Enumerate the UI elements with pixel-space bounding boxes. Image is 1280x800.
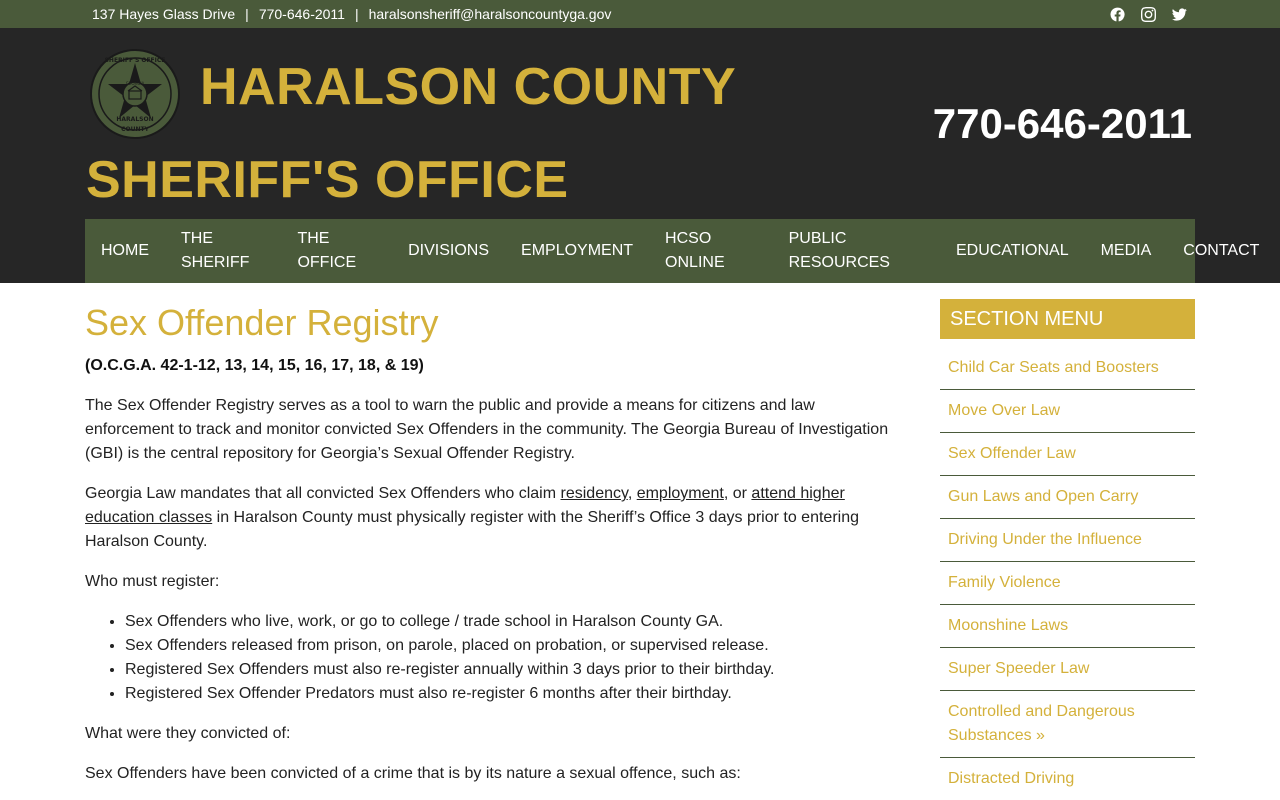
nav-educational-label: EDUCATIONAL [955,242,1069,259]
facebook-icon[interactable] [1109,6,1126,23]
nav-media-label: MEDIA [1100,242,1152,259]
menu-item-moonshine-laws[interactable]: Moonshine Laws [940,605,1195,648]
nav-label-line2: OFFICE [297,254,357,271]
top-bar [0,0,1280,28]
social-links [1109,6,1188,23]
menu-item-gun-laws[interactable]: Gun Laws and Open Carry [940,476,1195,519]
sheriff-seal-logo[interactable] [90,49,180,139]
site-title-line2[interactable]: SHERIFF'S OFFICE [86,151,569,209]
nav-contact[interactable] [1167,239,1275,263]
higher-education-link[interactable]: attend higher education classes [85,485,845,526]
nav-label-line1: HCSO [665,230,712,247]
list-item: • Sex Offenders who live, work, or go to college / trade school in Haralson County GA. [125,610,905,634]
header-phone[interactable]: 770-646-2011 [932,100,1192,147]
menu-item-controlled-substances[interactable]: Controlled and Dangerous Substances » [940,691,1195,758]
menu-item-family-violence[interactable]: Family Violence [940,562,1195,605]
menu-item-sex-offender-law[interactable]: Sex Offender Law [940,433,1195,476]
nav-label-line1: THE [181,230,213,247]
list-item: • Registered Sex Offender Predators must also re-register 6 months after their birthday. [125,682,905,706]
requirements-list [125,610,905,706]
page-title: Sex Offender Registry [85,302,439,343]
nav-divisions-label: DIVISIONS [408,242,490,259]
menu-item-distracted-driving[interactable]: Distracted Driving [940,758,1195,800]
law-text-comma: , [627,485,637,502]
main-content [85,300,905,800]
nav-home-label: HOME [101,242,149,259]
residency-link[interactable]: residency [560,485,628,502]
seal-base-text: COUNTY [121,126,149,133]
nav-the-office[interactable] [265,227,372,275]
top-contact-info [92,6,611,22]
menu-item-super-speeder[interactable]: Super Speeder Law [940,648,1195,691]
nav-divisions[interactable] [372,239,505,263]
instagram-icon[interactable] [1140,6,1157,23]
nav-public-resources[interactable] [741,227,906,275]
menu-item-child-car-seats[interactable]: Child Car Seats and Boosters [940,339,1195,390]
convicted-description: Sex Offenders have been convicted of a crime that is by its nature a sexual offence, such as: [85,765,741,782]
law-paragraph [85,482,905,554]
nav-label-line1: THE [297,230,330,247]
menu-item-move-over-law[interactable]: Move Over Law [940,390,1195,433]
site-header [0,28,1280,283]
twitter-icon[interactable] [1171,6,1188,23]
separator: | [245,6,249,22]
section-menu-heading: SECTION MENU [940,299,1195,339]
law-text-after: in Haralson County must physically register with the Sheriff’s Office 3 days prior to entering Haralson County. [85,509,859,550]
nav-media[interactable] [1085,239,1168,263]
who-must-register: Who must register: [85,573,220,590]
nav-label-line2: ONLINE [665,254,725,271]
ocga-reference: (O.C.G.A. 42-1-12, 13, 14, 15, 16, 17, 18, & 19) [85,357,424,374]
nav-label-line2: RESOURCES [788,254,890,271]
nav-employment[interactable] [505,239,649,263]
menu-item-dui[interactable]: Driving Under the Influence [940,519,1195,562]
what-convicted-heading: What were they convicted of: [85,725,291,742]
nav-contact-label: CONTACT [1183,242,1260,259]
list-item: • Registered Sex Offenders must also re-register annually within 3 days prior to their birthday. [125,658,905,682]
list-item: • Sex Offenders released from prison, on parole, placed on probation, or supervised release. [125,634,905,658]
nav-the-sheriff[interactable] [165,227,265,275]
seal-middle-text: GEORGIA [125,81,145,86]
nav-label-line1: PUBLIC [788,230,847,247]
main-nav [85,219,1260,283]
seal-bottom-text: HARALSON [116,116,154,123]
section-menu [940,299,1195,800]
nav-educational[interactable] [906,239,1085,263]
nav-home[interactable] [85,239,165,263]
section-menu-list [940,339,1195,800]
top-phone-link[interactable]: 770-646-2011 [258,6,345,22]
separator: | [354,6,359,22]
seal-top-text: SHERIFF'S OFFICE [104,57,166,64]
site-title-line1[interactable]: HARALSON COUNTY [200,58,737,116]
nav-employment-label: EMPLOYMENT [521,242,634,259]
intro-paragraph: The Sex Offender Registry serves as a tool to warn the public and provide a means for citizens and law enforcement to track and monitor convicted Sex Offenders in the community. The Georgia Bureau of Investigation (GBI) is the central repository for Georgia’s Sexual Offender Registry. [85,397,889,462]
nav-hcso-online[interactable] [649,227,741,275]
employment-link[interactable]: employment [636,485,724,502]
law-text-or: , or [723,485,752,502]
nav-label-line2: SHERIFF [181,254,250,271]
top-address: 137 Hayes Glass Drive [92,6,236,22]
top-email-link[interactable]: haralsonsheriff@haralsoncountyga.gov [368,6,612,22]
law-text-before: Georgia Law mandates that all convicted Sex Offenders who claim [85,485,561,502]
